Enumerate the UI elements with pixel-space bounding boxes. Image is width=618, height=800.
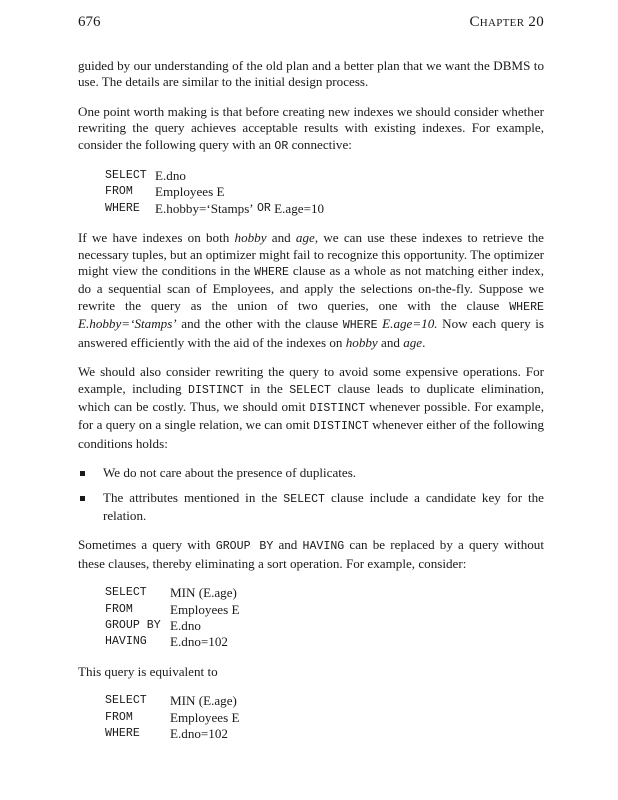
page-header <box>78 14 544 34</box>
code-line: WHERE E.hobby=‘Stamps’ OR E.age=10 <box>105 200 325 216</box>
paragraph-2: One point worth making is that before creating new indexes we should consider whether rewriting the query achieves acceptable results with existing indexes. For example, consider the following query with an OR connective: <box>78 103 544 153</box>
chapter-heading: Chapter 20 <box>469 14 544 30</box>
query-block-3 <box>105 693 544 742</box>
bullet-icon <box>80 471 85 476</box>
paragraph-4: We should also consider rewriting the query to avoid some expensive operations. For example, including DISTINCT in the SELECT clause leads to duplicate elimination, which can be costly. Thus, we should omit DISTINCT whenever possible. For example, for a query on a single relation, we can omit DISTINCT whenever either of the following conditions holds: <box>78 364 544 451</box>
code-line: SELECT E.dno <box>105 168 186 184</box>
query-block-1 <box>105 168 544 217</box>
page-body <box>78 58 544 755</box>
page-number: 676 <box>78 14 101 30</box>
list-item: We do not care about the presence of duplicates. <box>78 465 544 481</box>
code-line: SELECT MIN (E.age) <box>105 693 237 709</box>
list-item: The attributes mentioned in the SELECT clause include a candidate key for the relation. <box>78 490 544 525</box>
code-line: FROM Employees E <box>105 601 240 617</box>
code-line: FROM Employees E <box>105 709 240 725</box>
code-line: SELECT MIN (E.age) <box>105 585 237 601</box>
paragraph-6: This query is equivalent to <box>78 663 218 679</box>
conditions-list <box>78 465 544 524</box>
paragraph-5: Sometimes a query with GROUP BY and HAVING can be replaced by a query without these clauses, thereby eliminating a sort operation. For example, consider: <box>78 537 544 571</box>
code-line: WHERE E.dno=102 <box>105 726 228 741</box>
query-block-2 <box>105 585 544 651</box>
code-line: HAVING E.dno=102 <box>105 634 228 650</box>
code-line: GROUP BY E.dno <box>105 617 201 633</box>
paragraph-3: If we have indexes on both hobby and age, we can use these indexes to retrieve the necessary tuples, but an optimizer might fail to recognize this opportunity. The optimizer might view the conditions in the WHERE clause as a whole as not matching either index, do a sequential scan of Employees, and apply the selections on-the-fly. Suppose we rewrite the query as the union of two queries, one with the clause WHERE E.hobby=‘Stamps’ and the other with the clause WHERE E.age=10. Now each query is answered efficiently with the aid of the indexes on hobby and age. <box>78 230 544 350</box>
bullet-icon <box>80 496 85 501</box>
paragraph-1: guided by our understanding of the old plan and a better plan that we want the DBMS to use. The details are similar to the initial design process. <box>78 58 544 90</box>
code-line: FROM Employees E <box>105 184 225 200</box>
